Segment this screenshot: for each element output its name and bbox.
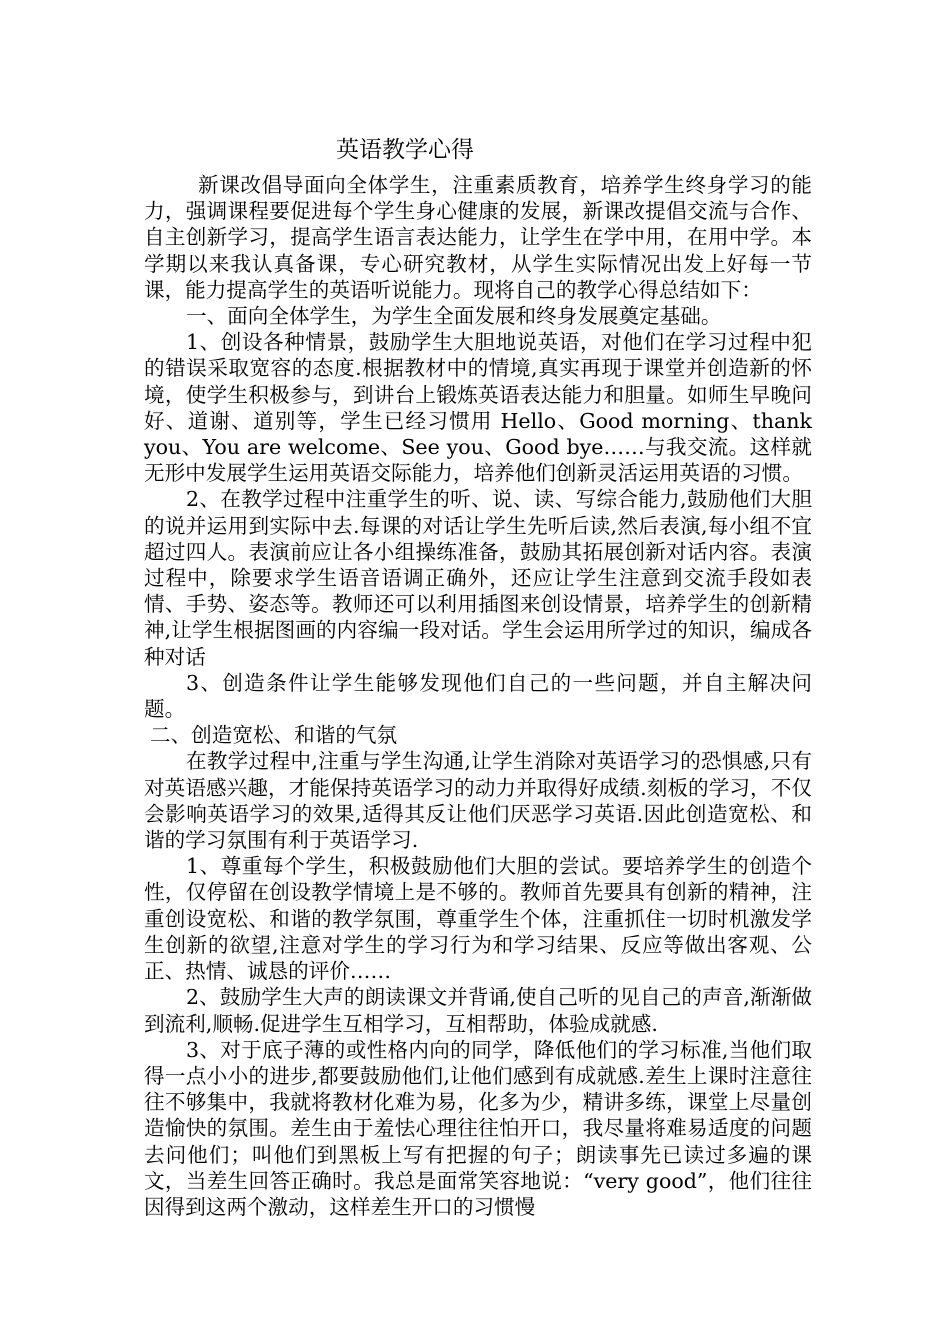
document-title: 英语教学心得 bbox=[336, 137, 474, 163]
section-one-item-2: 2、在教学过程中注重学生的听、说、读、写综合能力,鼓励他们大胆的说并运用到实际中去.每课的对话让学生先听后读,然后表演,每小组不宜超过四人。表演前应让各小组操练准备，鼓励其拓展创新对话内容。表演过程中，除要求学生语音语调正确外，还应让学生注意到交流手段如表情、手势、姿态等。教师还可以利用插图来创设情景，培养学生的创新精神,让学生根据图画的内容编一段对话。学生会运用所学过的知识，编成各种对话 bbox=[144, 487, 812, 669]
section-one-item-3: 3、创造条件让学生能够发现他们自己的一些问题，并自主解决问题。 bbox=[144, 670, 812, 722]
section-two-intro: 在教学过程中,注重与学生沟通,让学生消除对英语学习的恐惧感,只有对英语感兴趣，才能保持英语学习的动力并取得好成绩.刻板的学习，不仅会影响英语学习的效果,适得其反让他们厌恶学习英语.因此创造宽松、和谐的学习氛围有利于英语学习. bbox=[144, 749, 812, 853]
section-two-item-2: 2、鼓励学生大声的朗读课文并背诵,使自己听的见自己的声音,渐渐做到流利,顺畅.促进学生互相学习，互相帮助，体验成就感. bbox=[144, 985, 812, 1036]
section-one-item-1: 1、创设各种情景，鼓励学生大胆地说英语，对他们在学习过程中犯的错误采取宽容的态度.根据教材中的情境,真实再现于课堂并创造新的怀境，使学生积极参与，到讲台上锻炼英语表达能力和胆量。如师生早晚问好、道谢、道别等，学生已经习惯用 Hello、Good morning、thank you、You are welcome、See you、Good bye……与我交流。这样就无形中发展学生运用英语交际能力，培养他们创新灵活运用英语的习惯。 bbox=[144, 330, 812, 486]
section-two-item-3: 3、对于底子薄的或性格内向的同学，降低他们的学习标准,当他们取得一点小小的进步,都要鼓励他们,让他们感到有成就感.差生上课时注意往往不够集中，我就将教材化难为易，化多为少，精讲多练，课堂上尽量创造愉快的氛围。差生由于羞怯心理往往怕开口，我尽量将难易适度的问题去问他们；叫他们到黑板上写有把握的句子；朗读事先已读过多遍的课文，当差生回答正确时。我总是面常笑容地说：“very good”，他们往往因得到这两个激动，这样差生开口的习惯慢 bbox=[144, 1037, 812, 1219]
intro-paragraph: 新课改倡导面向全体学生，注重素质教育，培养学生终身学习的能力，强调课程要促进每个学生身心健康的发展，新课改提倡交流与合作、自主创新学习，提高学生语言表达能力，让学生在学中用，在用中学。本学期以来我认真备课，专心研究教材，从学生实际情况出发上好每一节课，能力提高学生的英语听说能力。现将自己的教学心得总结如下： bbox=[144, 173, 812, 302]
section-heading-one: 一、面向全体学生，为学生全面发展和终身发展奠定基础。 bbox=[186, 304, 722, 329]
section-heading-two: 二、创造宽松、和谐的气氛 bbox=[150, 723, 398, 748]
section-two-item-1: 1、尊重每个学生，积极鼓励他们大胆的尝试。要培养学生的创造个性，仅停留在创设教学情境上是不够的。教师首先要具有创新的精神，注重创设宽松、和谐的教学氛围，尊重学生个体，注重抓住一切时机激发学生创新的欲望,注意对学生的学习行为和学习结果、反应等做出客观、公正、热情、诚恳的评价…… bbox=[144, 854, 812, 984]
document-body bbox=[144, 172, 812, 1220]
